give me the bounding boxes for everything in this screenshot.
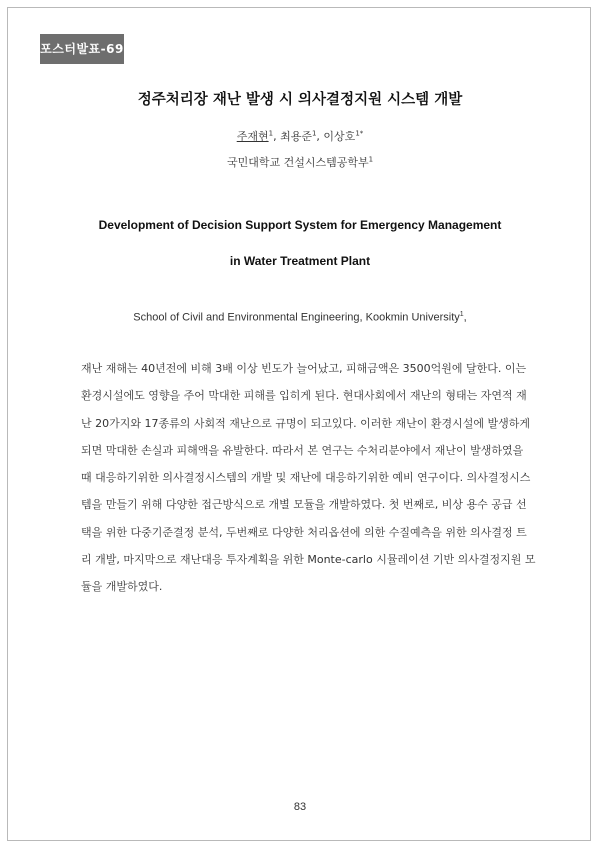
author-list — [0, 128, 600, 144]
abstract-line: 환경시설에도 영향을 주어 막대한 피해를 입히게 된다. 현대사회에서 재난의 형태는 자연적 재 — [81, 389, 527, 403]
page-number: 83 — [293, 801, 307, 813]
abstract-line: 리 개발, 마지막으로 재난대응 투자계획을 위한 Monte-carlo 시뮬레이션 기반 의사결정지원 모 — [81, 553, 536, 567]
affiliation-text: 국민대학교 건설시스템공학부 — [226, 156, 369, 169]
abstract-line: 되면 막대한 손실과 피해액을 유발한다. 따라서 본 연구는 수처리분야에서 재난이 발생하였을 — [81, 443, 524, 457]
author-name: 최용준 — [280, 130, 312, 143]
abstract-line: 택을 위한 다중기준결정 분석, 두번째로 다양한 처리옵션에 의한 수질예측을 위한 의사결정 트 — [81, 525, 527, 539]
paper-title-english-line1: Development of Decision Support System for Emergency Management — [98, 218, 502, 232]
paper-title-english-line2: in Water Treatment Plant — [229, 254, 371, 268]
author-affil-mark: 1 — [311, 129, 317, 138]
author-separator: , — [316, 130, 324, 143]
abstract-line: 재난 재해는 40년전에 비해 3배 이상 빈도가 늘어났고, 피해금액은 3500억원에 달한다. 이는 — [81, 362, 527, 375]
abstract-line: 난 20가지와 17종류의 사회적 재난으로 규명이 되고있다. 이러한 재난이 환경시설에 발생하게 — [81, 416, 530, 430]
affiliation-english-mark: 1 — [459, 311, 464, 318]
affiliation-mark: 1 — [368, 155, 374, 164]
affiliation-english-text: School of Civil and Environmental Engineering, Kookmin University — [133, 311, 460, 324]
author-affil-mark: 1* — [355, 129, 364, 138]
author-name: 주재현 — [236, 130, 269, 143]
session-badge: 포스터발표-69 — [40, 34, 124, 64]
abstract-body — [81, 355, 536, 601]
author-name: 이상호 — [323, 130, 356, 143]
abstract-line: 템을 만들기 위해 다양한 접근방식으로 개별 모듈을 개발하였다. 첫 번째로, 비상 용수 공급 선 — [81, 498, 527, 512]
abstract-line: 때 대응하기위한 의사결정시스템의 개발 및 재난에 대응하기위한 예비 연구이다. 의사결정시스 — [81, 471, 531, 485]
paper-title-korean: 정주처리장 재난 발생 시 의사결정지원 시스템 개발 — [137, 92, 463, 108]
affiliation-english-tail: , — [463, 311, 467, 324]
abstract-line: 듈을 개발하였다. — [81, 580, 163, 594]
affiliation-english — [0, 311, 600, 324]
author-separator: , — [273, 130, 281, 143]
author-affil-mark: 1 — [268, 129, 274, 138]
affiliation-korean — [0, 154, 600, 170]
